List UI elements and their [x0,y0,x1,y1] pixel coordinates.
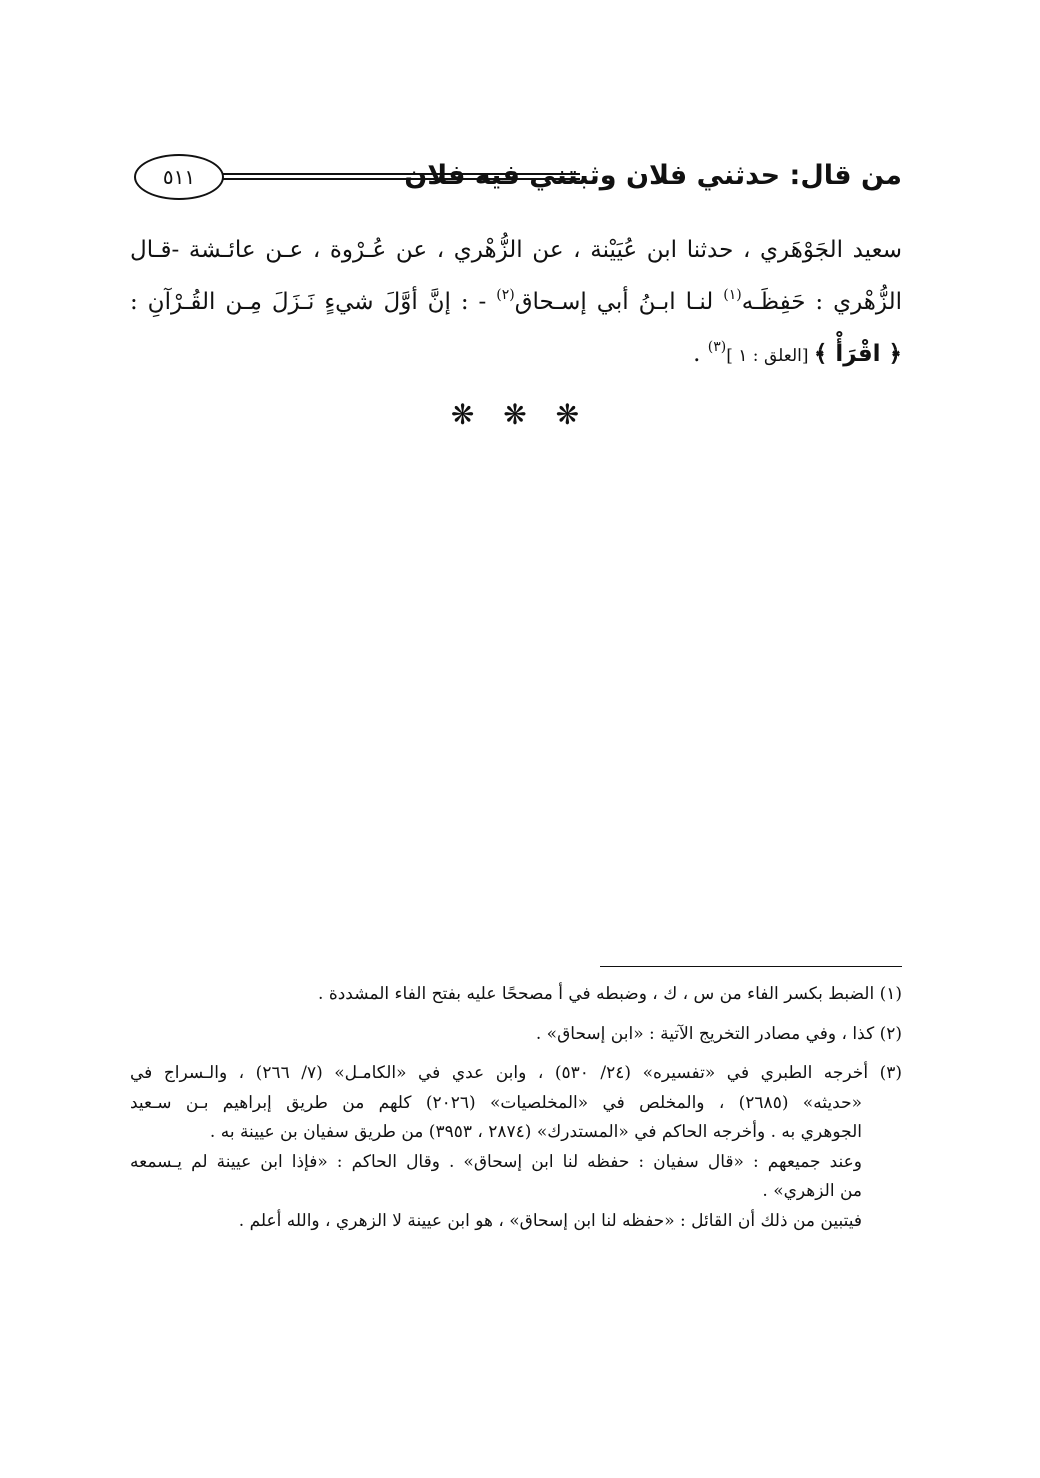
footnote-3-line-2: «حديثه» (٢٦٨٥) ، والمخلص في «المخلصيات» (٢٠٢٦) كلهم من طريق إبراهيم بـن سـعيد [130,1092,863,1113]
surah-reference: [العلق : ١ ] [726,346,814,366]
main-line-2-part-a: الزُّهْري : حَفِظَـه [741,289,902,315]
footnote-ref-3: (٣) [707,339,727,355]
footnote-2: (٢) كذا ، وفي مصادر التخريج الآتية : «ابن إسحاق» . [535,1023,902,1044]
section-separator-stars: ❋ ❋ ❋ [450,398,590,431]
footnote-3-line-5: من الزهري» . [762,1181,862,1201]
main-line-2 [130,276,902,328]
main-line-2-part-b: لنـا ابـنُ أبي إسـحاق [514,289,724,315]
page-number: ٥١١ [134,154,224,200]
main-line-2-part-c: - : إنَّ أوَّلَ شيءٍ نَـزَلَ مِـن القُـرْآنِ : [130,289,497,315]
footnotes-block [130,980,902,1236]
footnote-3-line-3: الجوهري به . وأخرجه الحاكم في «المستدرك» (٢٨٧٤ ، ٣٩٥٣) من طريق سفيان بن عيينة به . [209,1122,862,1142]
footnote-ref-1: (١) [723,287,742,303]
main-line-3 [130,328,902,380]
main-line-3-end: . [693,341,708,367]
footnote-divider [600,966,902,967]
footnote-3-line-4: وعند جميعهم : «قال سفيان : حفظه لنا ابن إسحاق» . وقال الحاكم : «فإذا ابن عيينة لم يـسمعه [130,1151,862,1172]
main-text-block [130,224,902,380]
running-title: من قال: حدثني فلان وثبتني فيه فلان [404,160,902,191]
footnote-3-line-1: (٣) أخرجه الطبري في «تفسيره» (٢٤/ ٥٣٠) ، وابن عدي في «الكامـل» (٧/ ٢٦٦) ، والـسراج في [130,1063,902,1083]
footnote-3-line-6: فيتبين من ذلك أن القائل : «حفظه لنا ابن إسحاق» ، هو ابن عيينة لا الزهري ، والله أعلم . [238,1210,862,1231]
quran-quote: ﴿ اقْرَأْ ﴾ [813,341,902,367]
page-header [130,148,902,212]
footnote-1: (١) الضبط بكسر الفاء من س ، ك ، وضبطه في أ مصححًا عليه بفتح الفاء المشددة . [318,984,902,1004]
header-double-rule [206,173,580,180]
footnote-ref-2: (٢) [496,287,515,303]
main-line-1: سعيد الجَوْهَري ، حدثنا ابن عُيَيْنة ، عن الزُّهْري ، عن عُـرْوة ، عـن عائـشة -قـال [130,237,902,263]
